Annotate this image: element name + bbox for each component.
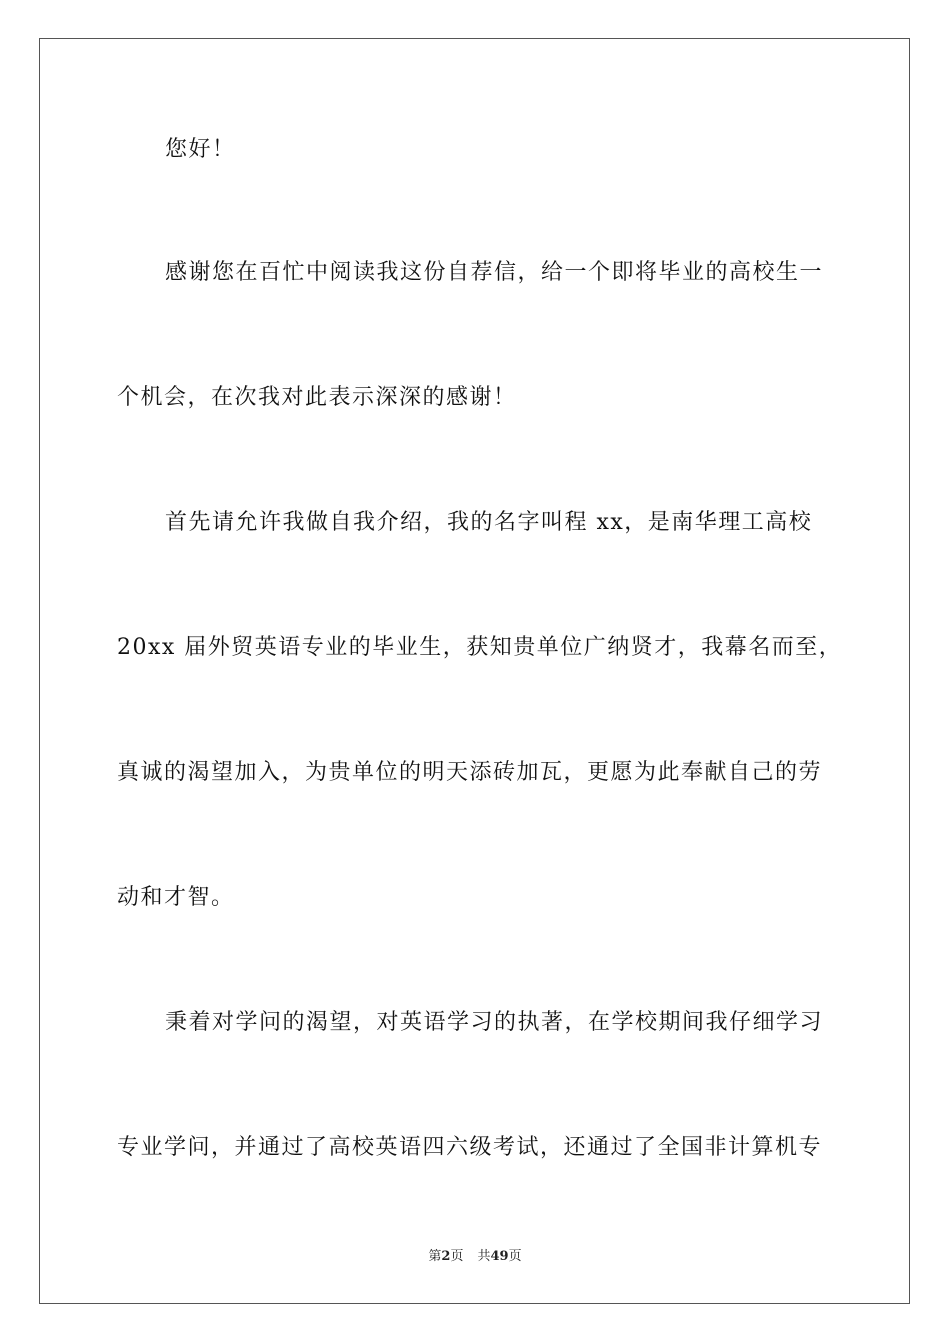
paragraph-1-line-1: 感谢您在百忙中阅读我这份自荐信，给一个即将毕业的高校生一 bbox=[165, 260, 824, 285]
paragraph-3-line-2: 专业学问，并通过了高校英语四六级考试，还通过了全国非计算机专 bbox=[117, 1135, 823, 1160]
paragraph-2-line-1: 首先请允许我做自我介绍，我的名字叫程 xx，是南华理工高校 bbox=[165, 510, 813, 535]
total-pages: 49 bbox=[490, 1249, 509, 1264]
page-border bbox=[39, 38, 910, 1304]
paragraph-2-line-3: 真诚的渴望加入，为贵单位的明天添砖加瓦，更愿为此奉献自己的劳 bbox=[117, 760, 823, 785]
paragraph-2-line-2: 20xx 届外贸英语专业的毕业生，获知贵单位广纳贤才，我幕名而至， bbox=[117, 635, 843, 660]
total-prefix: 共 bbox=[477, 1249, 491, 1264]
paragraph-2-line-4: 动和才智。 bbox=[117, 885, 235, 910]
total-suffix: 页 bbox=[508, 1249, 522, 1264]
greeting-line: 您好！ bbox=[165, 137, 236, 162]
paragraph-3-line-1: 秉着对学问的渴望，对英语学习的执著，在学校期间我仔细学习 bbox=[165, 1010, 824, 1035]
page-number: 2 bbox=[441, 1249, 451, 1264]
page-footer bbox=[0, 1248, 950, 1266]
paragraph-1-line-2: 个机会，在次我对此表示深深的感谢！ bbox=[117, 385, 517, 410]
page-prefix: 第 bbox=[428, 1249, 442, 1264]
page-suffix: 页 bbox=[450, 1249, 464, 1264]
